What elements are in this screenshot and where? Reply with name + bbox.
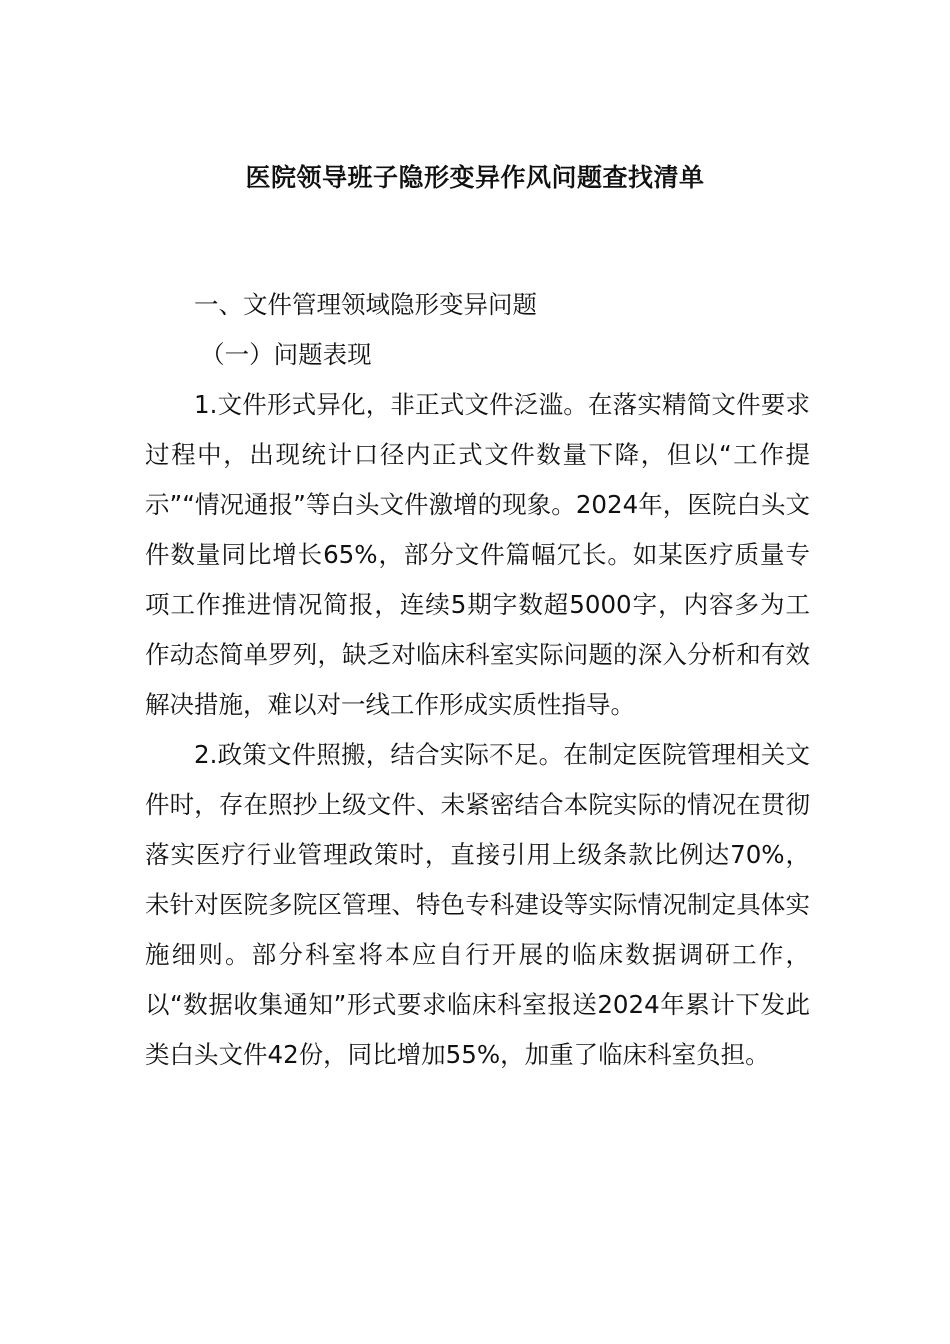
body-paragraph: 1.文件形式异化，非正式文件泛滥。在落实精简文件要求过程中，出现统计口径内正式文件数量下降，但以“工作提示”“情况通报”等白头文件激增的现象。2024年，医院白头文件数量同比增长65%，部分文件篇幅冗长。如某医疗质量专项工作推进情况简报，连续5期字数超5000字，内容多为工作动态简单罗列，缺乏对临床科室实际问题的深入分析和有效解决措施，难以对一线工作形成实质性指导。: [145, 390, 810, 719]
document-body: [145, 280, 810, 1080]
body-paragraph: 2.政策文件照搬，结合实际不足。在制定医院管理相关文件时，存在照抄上级文件、未紧密结合本院实际的情况在贯彻落实医疗行业管理政策时，直接引用上级条款比例达70%，未针对医院多院区管理、特色专科建设等实际情况制定具体实施细则。部分科室将本应自行开展的临床数据调研工作，以“数据收集通知”形式要求临床科室报送2024年累计下发此类白头文件42份，同比增加55%，加重了临床科室负担。: [145, 740, 810, 1069]
document-title: 医院领导班子隐形变异作风问题查找清单: [245, 163, 705, 192]
section-heading: 一、文件管理领域隐形变异问题: [194, 290, 537, 319]
subsection-heading: （一）问题表现: [200, 340, 372, 369]
